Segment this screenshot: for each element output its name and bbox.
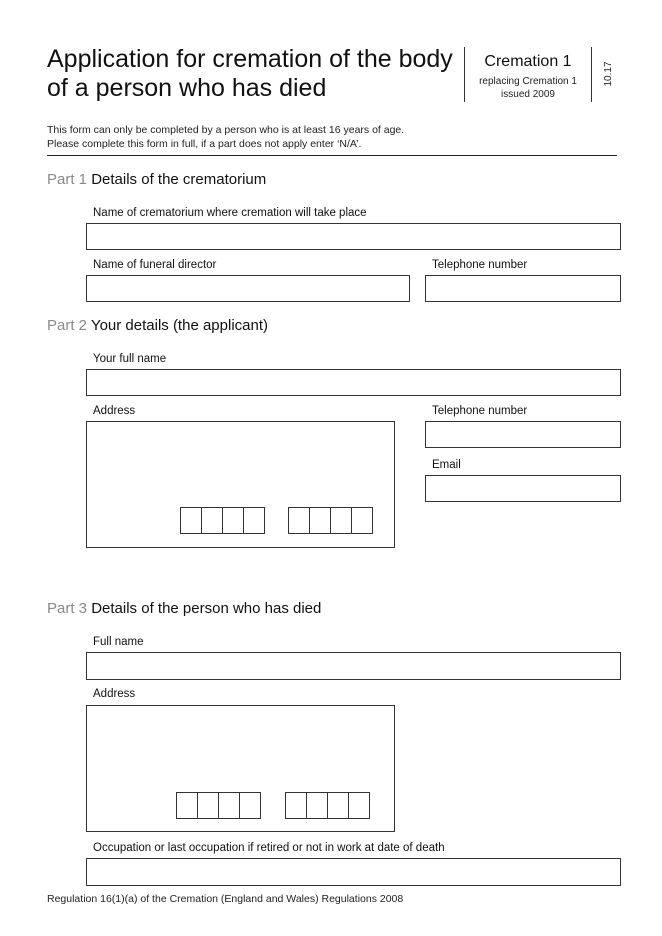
intro-line-1: This form can only be completed by a person who is at least 16 years of age. — [47, 124, 405, 136]
applicant-telephone-field[interactable] — [425, 421, 621, 448]
postcode-cell[interactable] — [327, 792, 349, 819]
postcode-cell[interactable] — [348, 792, 370, 819]
deceased-postcode-inward[interactable] — [285, 792, 370, 819]
applicant-name-label: Your full name — [93, 353, 167, 365]
crematorium-name-label: Name of crematorium where cremation will take place — [93, 207, 367, 219]
header-divider-right — [591, 47, 592, 102]
postcode-cell[interactable] — [218, 792, 240, 819]
applicant-postcode-inward[interactable] — [288, 507, 373, 534]
part1-telephone-label: Telephone number — [432, 259, 528, 271]
postcode-cell[interactable] — [239, 792, 261, 819]
applicant-name-field[interactable] — [86, 369, 621, 396]
applicant-email-field[interactable] — [425, 475, 621, 502]
deceased-occupation-label: Occupation or last occupation if retired or not in work at date of death — [93, 842, 445, 854]
deceased-name-label: Full name — [93, 636, 144, 648]
postcode-cell[interactable] — [201, 507, 223, 534]
intro-line-2: Please complete this form in full, if a part does not apply enter ‘N/A’. — [47, 138, 362, 150]
applicant-telephone-label: Telephone number — [432, 405, 528, 417]
form-replacing-note: replacing Cremation 1 issued 2009 — [479, 76, 577, 100]
deceased-occupation-field[interactable] — [86, 858, 621, 886]
form-title: Application for cremation of the body of a person who has died — [47, 45, 453, 102]
form-code-block — [468, 52, 588, 101]
part2-heading — [47, 317, 268, 335]
part1-telephone-field[interactable] — [425, 275, 621, 302]
deceased-postcode-outward[interactable] — [176, 792, 261, 819]
regulation-footer: Regulation 16(1)(a) of the Cremation (England and Wales) Regulations 2008 — [47, 893, 404, 905]
postcode-cell[interactable] — [309, 507, 331, 534]
applicant-email-label: Email — [432, 459, 461, 471]
deceased-address-label: Address — [93, 688, 136, 700]
crematorium-name-field[interactable] — [86, 223, 621, 250]
header-rule — [47, 155, 617, 156]
deceased-name-field[interactable] — [86, 652, 621, 680]
form-version: 10.17 — [603, 61, 614, 87]
part3-number: Part 3 — [47, 600, 88, 617]
postcode-cell[interactable] — [180, 507, 202, 534]
header-divider-left — [464, 47, 465, 102]
part1-title: Details of the crematorium — [91, 171, 267, 188]
part2-number: Part 2 — [47, 317, 88, 334]
postcode-cell[interactable] — [330, 507, 352, 534]
applicant-address-label: Address — [93, 405, 136, 417]
postcode-cell[interactable] — [243, 507, 265, 534]
postcode-cell[interactable] — [288, 507, 310, 534]
funeral-director-label: Name of funeral director — [93, 259, 217, 271]
part3-title: Details of the person who has died — [91, 600, 322, 617]
postcode-cell[interactable] — [351, 507, 373, 534]
part3-heading — [47, 600, 321, 618]
postcode-cell[interactable] — [222, 507, 244, 534]
form-name: Cremation 1 — [484, 53, 572, 70]
part1-number: Part 1 — [47, 171, 88, 188]
postcode-cell[interactable] — [285, 792, 307, 819]
postcode-cell[interactable] — [197, 792, 219, 819]
part1-heading — [47, 171, 266, 189]
intro-text — [47, 123, 404, 151]
applicant-postcode-outward[interactable] — [180, 507, 265, 534]
postcode-cell[interactable] — [306, 792, 328, 819]
postcode-cell[interactable] — [176, 792, 198, 819]
part2-title: Your details (the applicant) — [90, 317, 268, 334]
funeral-director-field[interactable] — [86, 275, 410, 302]
